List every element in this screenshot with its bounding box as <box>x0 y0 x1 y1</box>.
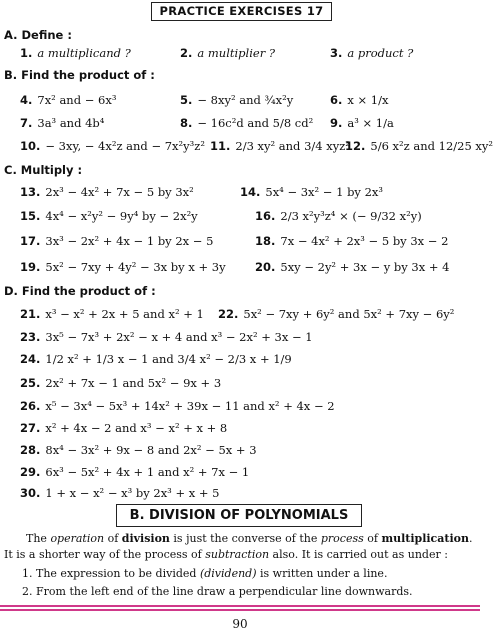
product-row-2 <box>0 114 480 132</box>
multiply-item-15: 15. 4x⁴ − x²y² − 9y⁴ by − 2x²y <box>20 209 198 223</box>
product2-item-28: 28. 8x⁴ − 3x² + 9x − 8 and 2x² − 5x + 3 <box>20 443 257 457</box>
product-item-9: 9. a³ × 1/a <box>330 116 394 130</box>
define-item-2: 2. a multiplier ? <box>180 46 276 60</box>
multiply-row-3 <box>0 232 480 250</box>
section-c-heading: C. Multiply : <box>4 163 83 177</box>
product2-row-2 <box>0 328 480 346</box>
product2-item-23: 23. 3x⁵ − 7x³ + 2x² − x + 4 and x³ − 2x² + 3x − 1 <box>20 330 313 344</box>
product2-item-21: 21. x³ − x² + 2x + 5 and x² + 1 <box>20 307 204 321</box>
product2-row-9 <box>0 484 480 502</box>
product2-row-8 <box>0 463 480 481</box>
footer-rule-top <box>0 605 480 607</box>
multiply-item-16: 16. 2/3 x²y³z⁴ × (− 9/32 x²y) <box>255 209 422 223</box>
product-item-10: 10. − 3xy, − 4x²z and − 7x²y³z² <box>20 139 205 153</box>
multiply-row-1 <box>0 183 480 201</box>
step-2: 2. From the left end of the line draw a perpendicular line downwards. <box>22 585 413 598</box>
define-item-3: 3. a product ? <box>330 46 414 60</box>
multiply-item-14: 14. 5x⁴ − 3x² − 1 by 2x³ <box>240 185 383 199</box>
multiply-item-17: 17. 3x³ − 2x² + 4x − 1 by 2x − 5 <box>20 234 214 248</box>
page-number: 90 <box>232 617 248 631</box>
product2-item-25: 25. 2x² + 7x − 1 and 5x² − 9x + 3 <box>20 376 222 390</box>
product2-item-30: 30. 1 + x − x² − x³ by 2x³ + x + 5 <box>20 486 220 500</box>
section-d-heading: D. Find the product of : <box>4 284 156 298</box>
multiply-item-20: 20. 5xy − 2y² + 3x − y by 3x + 4 <box>255 260 450 274</box>
product-item-8: 8. − 16c²d and 5/8 cd² <box>180 116 314 130</box>
product-row-1 <box>0 91 480 109</box>
product2-row-7 <box>0 441 480 459</box>
product2-row-6 <box>0 419 480 437</box>
product2-row-3 <box>0 350 480 368</box>
product-item-12: 12. 5/6 x²z and 12/25 xy² <box>345 139 493 153</box>
step-1: 1. The expression to be divided (dividend) is written under a line. <box>22 567 388 580</box>
division-heading: B. DIVISION OF POLYNOMIALS <box>116 504 362 527</box>
product2-item-24: 24. 1/2 x² + 1/3 x − 1 and 3/4 x² − 2/3 x + 1/9 <box>20 352 292 366</box>
define-item-1: 1. a multiplicand ? <box>20 46 131 60</box>
product2-item-29: 29. 6x³ − 5x² + 4x + 1 and x² + 7x − 1 <box>20 465 250 479</box>
multiply-row-2 <box>0 207 480 225</box>
section-b-heading: B. Find the product of : <box>4 68 155 82</box>
product-item-11: 11. 2/3 xy² and 3/4 xyz² <box>210 139 350 153</box>
product-item-6: 6. x × 1/x <box>330 93 389 107</box>
section-a-heading: A. Define : <box>4 28 72 42</box>
multiply-item-19: 19. 5x² − 7xy + 4y² − 3x by x + 3y <box>20 260 226 274</box>
multiply-row-4 <box>0 258 480 276</box>
footer-rule-bottom <box>0 609 480 611</box>
product-item-4: 4. 7x² and − 6x³ <box>20 93 117 107</box>
multiply-item-13: 13. 2x³ − 4x² + 7x − 5 by 3x² <box>20 185 194 199</box>
product2-row-1 <box>0 305 480 323</box>
multiply-item-18: 18. 7x − 4x² + 2x³ − 5 by 3x − 2 <box>255 234 449 248</box>
define-row <box>0 44 480 62</box>
exercise-title: PRACTICE EXERCISES 17 <box>151 2 332 21</box>
product-item-7: 7. 3a³ and 4b⁴ <box>20 116 105 130</box>
division-paragraph-line2: It is a shorter way of the process of subtraction also. It is carried out as under : <box>4 548 448 561</box>
product2-row-4 <box>0 374 480 392</box>
product-row-3 <box>0 137 493 155</box>
product2-item-26: 26. x⁵ − 3x⁴ − 5x³ + 14x² + 39x − 11 and x² + 4x − 2 <box>20 399 335 413</box>
product2-row-5 <box>0 397 480 415</box>
product2-item-27: 27. x² + 4x − 2 and x³ − x² + x + 8 <box>20 421 228 435</box>
division-paragraph: The operation of division is just the converse of the process of multiplication. <box>26 532 473 545</box>
product-item-5: 5. − 8xy² and ¾x²y <box>180 93 294 107</box>
product2-item-22: 22. 5x² − 7xy + 6y² and 5x² + 7xy − 6y² <box>218 307 455 321</box>
